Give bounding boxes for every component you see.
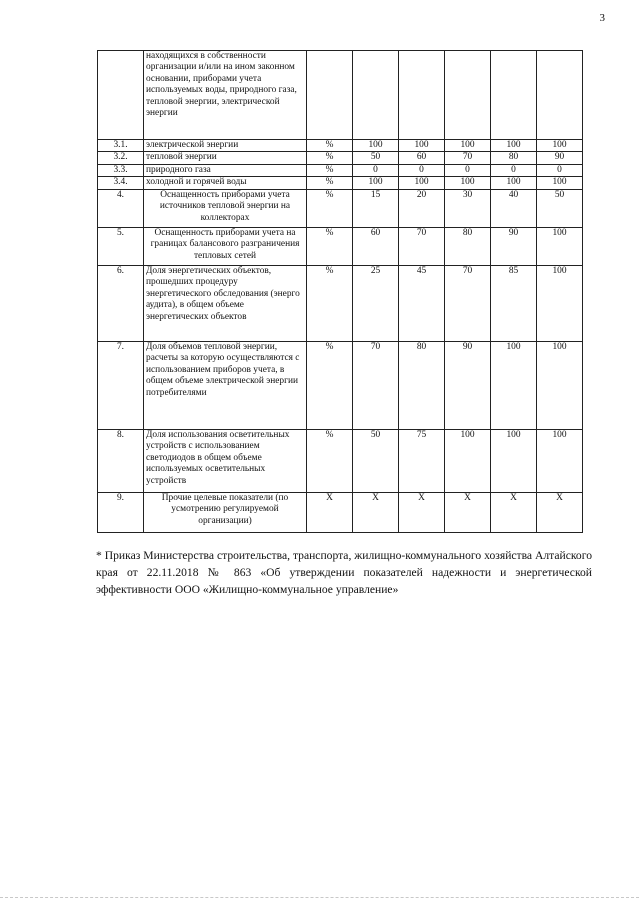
table-row xyxy=(98,140,583,152)
unit-cell: % xyxy=(307,265,353,341)
indicator-description: электрической энергии xyxy=(144,140,307,152)
table-row xyxy=(98,164,583,176)
table-row xyxy=(98,265,583,341)
unit-cell: % xyxy=(307,429,353,492)
indicator-description: Оснащенность приборами учета источников тепловой энергии на коллекторах xyxy=(144,189,307,227)
value-cell: 60 xyxy=(353,227,399,265)
unit-cell: % xyxy=(307,140,353,152)
value-cell: 15 xyxy=(353,189,399,227)
table-body xyxy=(98,51,583,533)
value-cell: 80 xyxy=(399,341,445,429)
value-cell: 100 xyxy=(491,429,537,492)
table-row xyxy=(98,341,583,429)
value-cell: 70 xyxy=(445,152,491,164)
value-cell: 100 xyxy=(537,177,583,189)
value-cell: 70 xyxy=(353,341,399,429)
table-row xyxy=(98,51,583,140)
value-cell: 100 xyxy=(537,265,583,341)
row-number: 3.2. xyxy=(98,152,144,164)
indicator-description: Доля энергетических объектов, прошедших процедуру энергетического обследования (энерго аудита), в общем объеме энергетических объектов xyxy=(144,265,307,341)
unit-cell: % xyxy=(307,164,353,176)
value-cell: 100 xyxy=(353,177,399,189)
value-cell: X xyxy=(399,492,445,532)
table-row xyxy=(98,429,583,492)
value-cell: 30 xyxy=(445,189,491,227)
value-cell: X xyxy=(445,492,491,532)
value-cell: 85 xyxy=(491,265,537,341)
value-cell: 100 xyxy=(445,429,491,492)
value-cell: 0 xyxy=(353,164,399,176)
value-cell: 90 xyxy=(445,341,491,429)
row-number: 6. xyxy=(98,265,144,341)
value-cell xyxy=(399,51,445,140)
value-cell: X xyxy=(491,492,537,532)
value-cell: 100 xyxy=(537,140,583,152)
row-number: 5. xyxy=(98,227,144,265)
value-cell: 50 xyxy=(537,189,583,227)
value-cell xyxy=(537,51,583,140)
value-cell xyxy=(491,51,537,140)
value-cell: 0 xyxy=(445,164,491,176)
table-row xyxy=(98,189,583,227)
row-number: 9. xyxy=(98,492,144,532)
scan-edge-line xyxy=(0,897,639,898)
value-cell: 100 xyxy=(537,429,583,492)
indicator-description: находящихся в собственности организации и/или на ином законном основании, приборами учета используемых воды, природного газа, тепловой энергии, электрической энергии xyxy=(144,51,307,140)
value-cell xyxy=(353,51,399,140)
value-cell: 100 xyxy=(445,140,491,152)
value-cell: 90 xyxy=(537,152,583,164)
row-number: 4. xyxy=(98,189,144,227)
indicator-description: холодной и горячей воды xyxy=(144,177,307,189)
value-cell: 0 xyxy=(491,164,537,176)
value-cell: 45 xyxy=(399,265,445,341)
table-row xyxy=(98,492,583,532)
indicator-description: Доля объемов тепловой энергии, расчеты за которую осуществляются с использованием приборов учета, в общем объеме электрической энергии потребителями xyxy=(144,341,307,429)
value-cell: 50 xyxy=(353,429,399,492)
row-number xyxy=(98,51,144,140)
value-cell: 100 xyxy=(399,140,445,152)
row-number: 3.1. xyxy=(98,140,144,152)
value-cell: 100 xyxy=(445,177,491,189)
row-number: 8. xyxy=(98,429,144,492)
value-cell: 100 xyxy=(537,227,583,265)
value-cell: 0 xyxy=(399,164,445,176)
row-number: 7. xyxy=(98,341,144,429)
value-cell xyxy=(445,51,491,140)
value-cell: 70 xyxy=(399,227,445,265)
value-cell: 50 xyxy=(353,152,399,164)
unit-cell: % xyxy=(307,227,353,265)
value-cell: 100 xyxy=(399,177,445,189)
indicator-description: Оснащенность приборами учета на границах балансового разграничения тепловых сетей xyxy=(144,227,307,265)
value-cell: 70 xyxy=(445,265,491,341)
indicator-description: тепловой энергии xyxy=(144,152,307,164)
page-number: 3 xyxy=(599,12,605,24)
row-number: 3.4. xyxy=(98,177,144,189)
indicators-table xyxy=(97,50,583,533)
unit-cell: % xyxy=(307,152,353,164)
table-row xyxy=(98,177,583,189)
indicator-description: природного газа xyxy=(144,164,307,176)
table-row xyxy=(98,227,583,265)
value-cell: 80 xyxy=(445,227,491,265)
value-cell: 80 xyxy=(491,152,537,164)
value-cell: 25 xyxy=(353,265,399,341)
value-cell: 60 xyxy=(399,152,445,164)
indicator-description: Доля использования осветительных устройств с использованием светодиодов в общем объеме используемых осветительных устройств xyxy=(144,429,307,492)
value-cell: 100 xyxy=(491,341,537,429)
indicator-description: Прочие целевые показатели (по усмотрению регулируемой организации) xyxy=(144,492,307,532)
value-cell: 75 xyxy=(399,429,445,492)
unit-cell xyxy=(307,51,353,140)
row-number: 3.3. xyxy=(98,164,144,176)
unit-cell: % xyxy=(307,341,353,429)
value-cell: 90 xyxy=(491,227,537,265)
value-cell: 40 xyxy=(491,189,537,227)
value-cell: 0 xyxy=(537,164,583,176)
unit-cell: % xyxy=(307,189,353,227)
value-cell: 100 xyxy=(491,140,537,152)
table-row xyxy=(98,152,583,164)
value-cell: 100 xyxy=(491,177,537,189)
value-cell: X xyxy=(537,492,583,532)
unit-cell: X xyxy=(307,492,353,532)
value-cell: 100 xyxy=(537,341,583,429)
footnote: * Приказ Министерства строительства, транспорта, жилищно-коммунального хозяйства Алтайского края от 22.11.2018 № 863 «Об утверждении показателей надежности и энергетической эффективности ООО «Жилищно-коммунальное управление» xyxy=(96,549,592,596)
value-cell: X xyxy=(353,492,399,532)
unit-cell: % xyxy=(307,177,353,189)
value-cell: 20 xyxy=(399,189,445,227)
value-cell: 100 xyxy=(353,140,399,152)
